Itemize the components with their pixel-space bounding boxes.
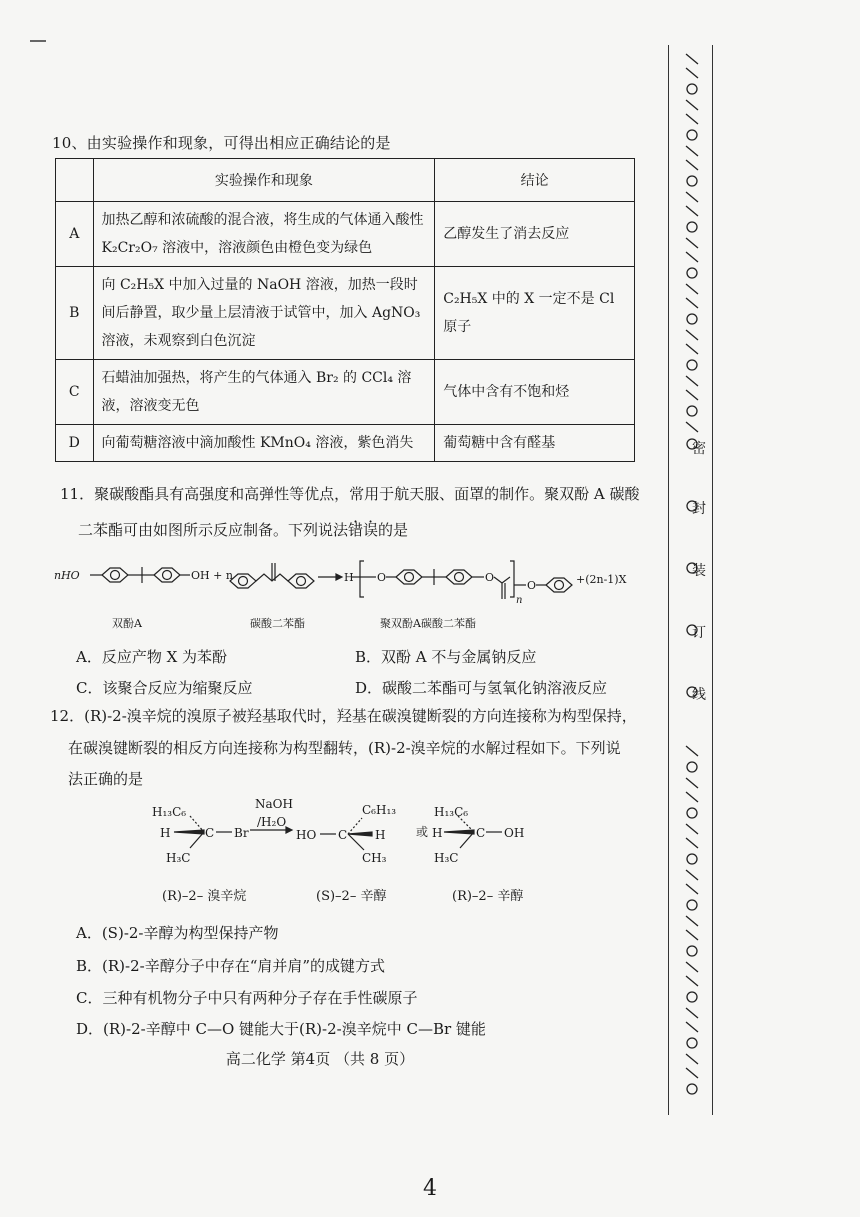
seal-slash bbox=[686, 206, 698, 216]
seal-circle bbox=[687, 268, 697, 278]
arrow-head bbox=[336, 574, 342, 580]
seal-circle bbox=[687, 762, 697, 772]
polymer-bracket-right bbox=[510, 561, 514, 597]
seal-slash bbox=[686, 1008, 698, 1018]
q12-option-c: C．三种有机物分子中只有两种分子存在手性碳原子 bbox=[76, 989, 418, 1007]
aromatic-circle bbox=[405, 573, 414, 582]
seal-slash bbox=[686, 778, 698, 788]
row-operation: 向 C₂H₅X 中加入过量的 NaOH 溶液，加热一段时间后静置，取少量上层清液于试管中，加入 AgNO₃ 溶液，未观察到白色沉淀 bbox=[93, 267, 435, 360]
seal-slash bbox=[686, 1022, 698, 1032]
aromatic-circle bbox=[111, 571, 120, 580]
seal-slash bbox=[686, 916, 698, 926]
q11-option-b: B．双酚 A 不与金属钠反应 bbox=[355, 648, 537, 666]
seal-slash bbox=[686, 746, 698, 756]
seal-slash bbox=[686, 884, 698, 894]
row-conclusion: 乙醇发生了消去反应 bbox=[435, 202, 635, 267]
seal-circle bbox=[687, 176, 697, 186]
seal-slash bbox=[686, 160, 698, 170]
scan-mark bbox=[30, 40, 46, 42]
aromatic-circle bbox=[239, 577, 248, 586]
seal-circle bbox=[687, 992, 697, 1002]
seal-border-right bbox=[712, 45, 713, 1115]
scheme-o: O bbox=[485, 571, 495, 584]
seal-slash bbox=[686, 192, 698, 202]
q11-option-a: A．反应产物 X 为苯酚 bbox=[76, 648, 228, 666]
r-br: Br bbox=[234, 826, 249, 840]
row-operation: 向葡萄糖溶液中滴加酸性 KMnO₄ 溶液，紫色消失 bbox=[93, 425, 435, 462]
label-r-octanol: (R)–2– 辛醇 bbox=[452, 889, 524, 904]
seal-char-ding: 订 bbox=[692, 625, 706, 641]
q11-option-c: C．该聚合反应为缩聚反应 bbox=[76, 679, 253, 697]
r2-oh: OH bbox=[504, 826, 525, 840]
seal-slash bbox=[686, 344, 698, 354]
seal-circle bbox=[687, 854, 697, 864]
q12-reaction-scheme bbox=[140, 792, 580, 912]
bond-line bbox=[190, 832, 204, 848]
seal-circle bbox=[687, 900, 697, 910]
bond-line bbox=[348, 834, 364, 850]
seal-slash bbox=[686, 298, 698, 308]
s-ch3: CH₃ bbox=[362, 851, 387, 865]
scheme-oh-plus-n: OH + n bbox=[191, 569, 233, 582]
seal-slash bbox=[686, 838, 698, 848]
table-row bbox=[56, 360, 635, 425]
page-number: 4 bbox=[423, 1176, 437, 1201]
r-c6h13: H₁₃C₆ bbox=[152, 805, 187, 819]
seal-slash bbox=[686, 252, 698, 262]
q12-option-d: D．(R)-2-辛醇中 C—O 键能大于(R)-2-溴辛烷中 C—Br 键能 bbox=[76, 1020, 486, 1038]
q12-line3: 法正确的是 bbox=[68, 770, 144, 788]
q10-table bbox=[55, 158, 635, 462]
seal-char-feng: 封 bbox=[692, 501, 706, 517]
seal-slash bbox=[686, 238, 698, 248]
reagent-naoh: NaOH bbox=[255, 797, 293, 811]
aromatic-circle bbox=[163, 571, 172, 580]
s-c6h13: C₆H₁₃ bbox=[362, 803, 397, 817]
r2-c: C bbox=[476, 826, 486, 840]
seal-char-zhuang: 装 bbox=[692, 563, 706, 579]
seal-circle bbox=[687, 1038, 697, 1048]
carbonate-link bbox=[494, 577, 510, 583]
q10-stem: 10、由实验操作和现象，可得出相应正确结论的是 bbox=[52, 134, 391, 152]
aromatic-circle bbox=[555, 581, 564, 590]
seal-slash bbox=[686, 792, 698, 802]
aromatic-circle bbox=[297, 577, 306, 586]
scheme-n-sub: n bbox=[516, 595, 523, 606]
scheme-o: O bbox=[527, 579, 537, 592]
hashed-bond bbox=[348, 818, 362, 834]
q12-line1: 12．(R)-2-溴辛烷的溴原子被羟基取代时，羟基在碳溴键断裂的方向连接称为构型保持， bbox=[50, 707, 637, 725]
seal-slash bbox=[686, 1054, 698, 1064]
row-label: B bbox=[56, 267, 94, 360]
r2-ch3: H₃C bbox=[434, 851, 459, 865]
seal-slash bbox=[686, 146, 698, 156]
label-bisphenol-a: 双酚A bbox=[112, 617, 142, 630]
scheme-tail: +(2n-1)X bbox=[576, 573, 627, 586]
q11-line2 bbox=[78, 516, 408, 545]
seal-slash bbox=[686, 930, 698, 940]
row-conclusion: 葡萄糖中含有醛基 bbox=[435, 425, 635, 462]
q11-line2-post: 的是 bbox=[378, 521, 409, 539]
row-label: C bbox=[56, 360, 94, 425]
seal-slash bbox=[686, 390, 698, 400]
wedge-bond bbox=[444, 830, 474, 834]
seal-circle bbox=[687, 946, 697, 956]
row-conclusion: 气体中含有不饱和烃 bbox=[435, 360, 635, 425]
or-label: 或 bbox=[416, 825, 429, 839]
scheme-nho: nHO bbox=[54, 569, 80, 582]
table-row bbox=[56, 202, 635, 267]
seal-circle bbox=[687, 1084, 697, 1094]
seal-slash bbox=[686, 376, 698, 386]
seal-circle bbox=[687, 222, 697, 232]
seal-circle bbox=[687, 406, 697, 416]
q11-option-d: D．碳酸二苯酯可与氢氧化钠溶液反应 bbox=[355, 679, 608, 697]
r2-h: H bbox=[432, 826, 443, 840]
r2-c6h13: H₁₃C₆ bbox=[434, 805, 469, 819]
row-conclusion: C₂H₅X 中的 X 一定不是 Cl 原子 bbox=[435, 267, 635, 360]
q10-header-conclusion: 结论 bbox=[435, 159, 635, 202]
q11-emphasis-2: 误 bbox=[363, 521, 379, 539]
label-s-octanol: (S)–2– 辛醇 bbox=[316, 889, 387, 904]
s-ho: HO bbox=[296, 828, 317, 842]
seal-slash bbox=[686, 68, 698, 78]
s-c: C bbox=[338, 828, 348, 842]
label-r-bromooctane: (R)–2– 溴辛烷 bbox=[162, 889, 247, 904]
q10-header-label bbox=[56, 159, 94, 202]
seal-slash bbox=[686, 330, 698, 340]
q10-header-row bbox=[56, 159, 635, 202]
seal-pattern bbox=[680, 50, 704, 1110]
table-row bbox=[56, 425, 635, 462]
seal-slash bbox=[686, 870, 698, 880]
r-c: C bbox=[205, 826, 215, 840]
q12-option-a: A．(S)-2-辛醇为构型保持产物 bbox=[76, 924, 279, 942]
seal-slash bbox=[686, 824, 698, 834]
wedge-bond bbox=[348, 832, 372, 836]
row-operation: 石蜡油加强热，将产生的气体通入 Br₂ 的 CCl₄ 溶液，溶液变无色 bbox=[93, 360, 435, 425]
polymer-bracket-left bbox=[360, 561, 364, 597]
r-ch3: H₃C bbox=[166, 851, 191, 865]
seal-slash bbox=[686, 1068, 698, 1078]
seal-circle bbox=[687, 808, 697, 818]
seal-slash bbox=[686, 284, 698, 294]
seal-circle bbox=[687, 130, 697, 140]
reagent-water: /H₂O bbox=[257, 815, 287, 829]
q11-reaction-scheme bbox=[50, 555, 650, 635]
wedge-bond bbox=[174, 830, 204, 834]
seal-slash bbox=[686, 54, 698, 64]
q10-header-op: 实验操作和现象 bbox=[93, 159, 435, 202]
seal-char-xian: 线 bbox=[692, 687, 706, 703]
seal-circle bbox=[687, 84, 697, 94]
r-h: H bbox=[160, 826, 171, 840]
seal-border-left bbox=[668, 45, 669, 1115]
label-diphenyl-carbonate: 碳酸二苯酯 bbox=[250, 617, 305, 630]
q11-line1: 11．聚碳酸酯具有高强度和高弹性等优点，常用于航天服、面罩的制作。聚双酚 A 碳酸 bbox=[60, 485, 640, 503]
seal-circle bbox=[687, 314, 697, 324]
label-polycarbonate: 聚双酚A碳酸二苯酯 bbox=[380, 617, 476, 630]
row-operation: 加热乙醇和浓硫酸的混合液，将生成的气体通入酸性 K₂Cr₂O₇ 溶液中，溶液颜色由橙色变为绿色 bbox=[93, 202, 435, 267]
q11-emphasis-1: 错 bbox=[348, 521, 364, 539]
seal-slash bbox=[686, 976, 698, 986]
scheme-o: O bbox=[377, 571, 387, 584]
row-label: A bbox=[56, 202, 94, 267]
scheme-h: H bbox=[344, 571, 354, 584]
table-row bbox=[56, 267, 635, 360]
seal-circle bbox=[687, 360, 697, 370]
seal-slash bbox=[686, 422, 698, 432]
page-footer: 高二化学 第4页 （共 8 页） bbox=[225, 1050, 415, 1068]
aromatic-circle bbox=[455, 573, 464, 582]
q11-line2-pre: 二苯酯可由如图所示反应制备。下列说法 bbox=[78, 521, 349, 539]
seal-char-mi: 密 bbox=[692, 441, 706, 457]
seal-slash bbox=[686, 114, 698, 124]
q12-line2: 在碳溴键断裂的相反方向连接称为构型翻转，(R)-2-溴辛烷的水解过程如下。下列说 bbox=[68, 739, 621, 757]
seal-slash bbox=[686, 100, 698, 110]
bond-line bbox=[460, 832, 474, 848]
row-label: D bbox=[56, 425, 94, 462]
q12-option-b: B．(R)-2-辛醇分子中存在“肩并肩”的成键方式 bbox=[76, 957, 386, 975]
arrow-head bbox=[286, 827, 292, 833]
s-h: H bbox=[375, 828, 386, 842]
seal-slash bbox=[686, 962, 698, 972]
